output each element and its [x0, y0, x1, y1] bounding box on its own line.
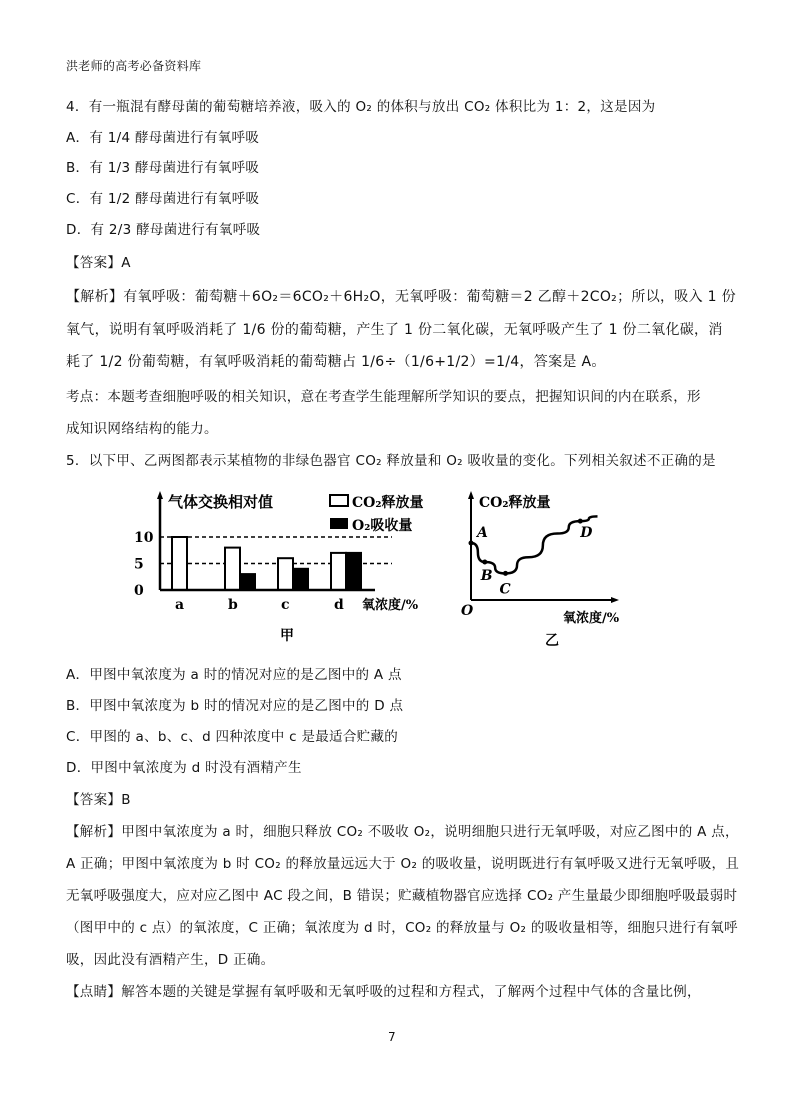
point-C: [503, 571, 508, 576]
q4-analysis-line: 耗了 1/2 份葡萄糖，有氧呼吸消耗的葡萄糖占 1/6÷（1/6+1/2）=1/4，答案是 A。: [66, 354, 606, 370]
q5-option-a: A．甲图中氧浓度为 a 时的情况对应的是乙图中的 A 点: [66, 667, 402, 683]
chart-jia-caption: 甲: [280, 628, 294, 644]
point-B: [482, 560, 487, 565]
q4-option-d: D．有 2/3 酵母菌进行有氧呼吸: [66, 222, 261, 238]
point-A: [469, 541, 474, 546]
q5-dianjing: 【点睛】解答本题的关键是掌握有氧呼吸和无氧呼吸的过程和方程式，了解两个过程中气体的含量比例，: [66, 984, 701, 1000]
point-label-B: B: [480, 568, 493, 584]
legend-co2-swatch: [330, 495, 348, 506]
q5-analysis-line: （图甲中的 c 点）的氧浓度，C 正确；氧浓度为 d 时，CO₂ 的释放量与 O₂ 的吸收量相等，细胞只进行有氧呼: [66, 920, 738, 936]
question-4-stem: 4．有一瓶混有酵母菌的葡萄糖培养液，吸入的 O₂ 的体积与放出 CO₂ 体积比为 1：2，这是因为: [66, 99, 656, 115]
chart-yi-ylabel: CO₂释放量: [479, 495, 551, 511]
legend-o2-swatch: [330, 518, 348, 529]
chart-yi-xlabel: 氧浓度/%: [563, 611, 620, 626]
page-header: 洪老师的高考必备资料库: [66, 59, 202, 73]
q4-answer: 【答案】A: [66, 255, 131, 271]
q5-analysis-line: 【解析】甲图中氧浓度为 a 时，细胞只释放 CO₂ 不吸收 O₂，说明细胞只进行无氧呼吸，对应乙图中的 A 点，: [66, 824, 739, 840]
co2-bar-b: [225, 548, 240, 590]
y-axis-arrow-icon: [157, 491, 163, 499]
q4-kaodian-line: 成知识网络结构的能力。: [66, 421, 218, 437]
q4-option-c: C．有 1/2 酵母菌进行有氧呼吸: [66, 191, 260, 207]
x-tick-label: c: [281, 597, 290, 613]
co2-release-curve: [471, 516, 598, 573]
origin-label: O: [461, 603, 474, 619]
y-tick-label: 0: [134, 583, 144, 599]
o2-bar-b: [240, 574, 255, 590]
o2-bar-c: [293, 569, 308, 590]
q4-option-b: B．有 1/3 酵母菌进行有氧呼吸: [66, 160, 260, 176]
y-axis-arrow-icon: [468, 491, 474, 499]
x-tick-label: a: [175, 597, 185, 613]
q4-analysis-line: 【解析】有氧呼吸：葡萄糖＋6O₂＝6CO₂＋6H₂O，无氧呼吸：葡萄糖＝2 乙醇＋2CO₂；所以，吸入 1 份: [66, 289, 736, 305]
co2-bar-c: [278, 558, 293, 590]
q5-answer: 【答案】B: [66, 792, 131, 808]
chart-yi-caption: 乙: [545, 633, 559, 649]
question-5-stem: 5．以下甲、乙两图都表示某植物的非绿色器官 CO₂ 释放量和 O₂ 吸收量的变化。下列相关叙述不正确的是: [66, 453, 716, 469]
point-label-D: D: [580, 525, 593, 542]
q5-option-c: C．甲图的 a、b、c、d 四种浓度中 c 是最适合贮藏的: [66, 729, 399, 745]
q4-option-a: A．有 1/4 酵母菌进行有氧呼吸: [66, 130, 260, 146]
chart-jia: [130, 485, 450, 654]
legend-o2-label: O₂吸收量: [352, 518, 413, 534]
chart-jia-xlabel: 氧浓度/%: [362, 598, 419, 613]
o2-bar-d: [346, 553, 361, 590]
y-tick-label: 5: [134, 556, 144, 573]
chart-yi: [455, 485, 655, 654]
point-label-C: C: [499, 581, 511, 598]
q5-analysis-line: 无氧呼吸强度大，应对应乙图中 AC 段之间，B 错误；贮藏植物器官应选择 CO₂ 产生量最少即细胞呼吸最弱时: [66, 888, 738, 904]
q4-kaodian-line: 考点：本题考查细胞呼吸的相关知识，意在考查学生能理解所学知识的要点，把握知识间的内在联系，形: [66, 389, 701, 405]
legend-co2-label: CO₂释放量: [352, 495, 424, 511]
co2-bar-d: [331, 553, 346, 590]
point-D: [578, 519, 583, 524]
q5-analysis-line: A 正确；甲图中氧浓度为 b 时 CO₂ 的释放量远远大于 O₂ 的吸收量，说明既进行有氧呼吸又进行无氧呼吸，且: [66, 856, 740, 872]
q5-option-d: D．甲图中氧浓度为 d 时没有酒精产生: [66, 760, 302, 776]
chart-yi-svg: [455, 485, 655, 650]
x-tick-label: d: [334, 597, 344, 613]
q4-analysis-line: 氧气，说明有氧呼吸消耗了 1/6 份的葡萄糖，产生了 1 份二氧化碳，无氧呼吸产生了 1 份二氧化碳，消: [66, 322, 723, 338]
chart-jia-svg: [130, 485, 450, 650]
co2-bar-a: [172, 537, 187, 590]
x-axis-arrow-icon: [611, 597, 619, 603]
y-tick-label: 10: [134, 530, 154, 546]
q5-option-b: B．甲图中氧浓度为 b 时的情况对应的是乙图中的 D 点: [66, 698, 404, 714]
point-label-A: A: [477, 525, 488, 541]
page-number: 7: [388, 1030, 396, 1044]
q5-analysis-line: 吸，因此没有酒精产生，D 正确。: [66, 952, 275, 968]
chart-jia-ylabel: 气体交换相对值: [168, 493, 274, 511]
x-tick-label: b: [228, 597, 238, 613]
